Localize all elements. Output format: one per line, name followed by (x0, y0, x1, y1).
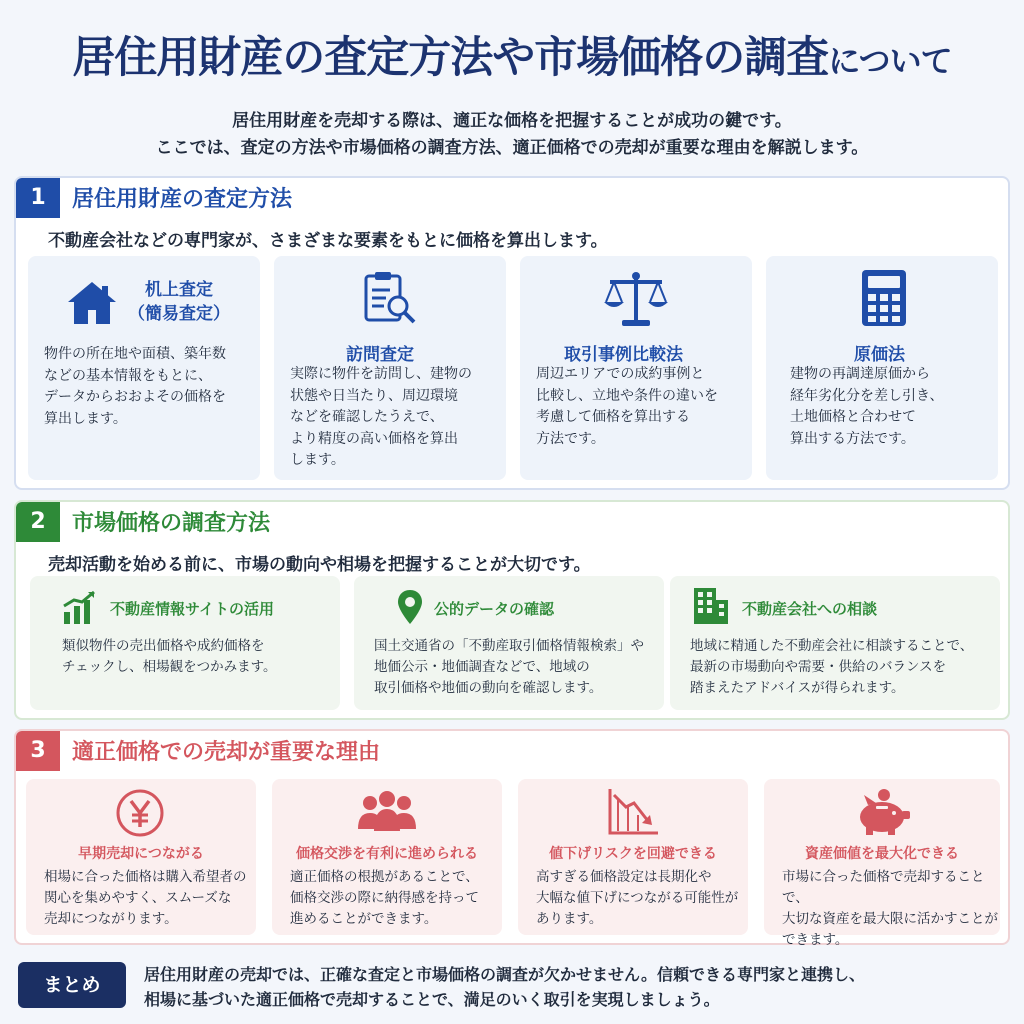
card-avoid-price-cut (518, 779, 748, 935)
card-text: 適正価格の根拠があることで、 価格交渉の際に納得感を持って 進めることができます。 (290, 869, 479, 927)
card-text: 周辺エリアでの成約事例と 比較し、立地や条件の違いを 考慮して価格を算出する 方法です。 (536, 366, 718, 447)
section-title: 居住用財産の査定方法 (72, 187, 293, 212)
clipboard-magnifier-icon (360, 268, 420, 328)
section-number: 2 (16, 502, 60, 542)
card-title: 早期売却につながる (78, 846, 204, 862)
card-maximize-asset (764, 779, 1000, 948)
card-text: 類似物件の売出価格や成約価格を チェックし、相場観をつかみます。 (62, 638, 277, 675)
summary-badge: まとめ (18, 962, 126, 1008)
card-title: 価格交渉を有利に進められる (296, 846, 478, 862)
page-title-main: 居住用財産の査定方法や市場価格の調査 (72, 33, 829, 83)
card-text: 物件の所在地や面積、築年数 などの基本情報をもとに、 データからおおよその価格を 算出します。 (44, 346, 226, 427)
page-title-suffix: について (828, 42, 952, 80)
section-title: 適正価格での売却が重要な理由 (72, 740, 381, 765)
card-text: 高すぎる価格設定は長期化や 大幅な値下げにつながる可能性が あります。 (536, 869, 739, 927)
section-market-research (14, 500, 1010, 720)
intro-line-1: 居住用財産を売却する際は、適正な価格を把握することが成功の鍵です。 (232, 111, 792, 131)
card-text: 地域に精通した不動産会社に相談することで、 最新の市場動向や需要・供給のバランスを 踏まえたアドバイスが得られます。 (690, 638, 974, 696)
section-number: 3 (16, 731, 60, 771)
card-text: 市場に合った価格で売却することで、 大切な資産を最大限に活かすことが できます。 (782, 869, 998, 948)
intro-line-2: ここでは、査定の方法や市場価格の調査方法、適正価格での売却が重要な理由を解説します。 (155, 138, 869, 158)
card-text: 建物の再調達原価から 経年劣化分を差し引き、 土地価格と合わせて 算出する方法です。 (790, 366, 944, 447)
card-text: 相場に合った価格は購入希望者の 関心を集めやすく、スムーズな 売却につながります。 (44, 869, 247, 927)
people-icon (356, 789, 418, 835)
card-real-estate-sites (30, 576, 340, 710)
piggy-bank-icon (854, 787, 912, 837)
section-appraisal-methods (14, 176, 1010, 490)
card-cost-method (766, 256, 998, 480)
declining-chart-icon (606, 787, 660, 837)
card-negotiation (272, 779, 502, 935)
scale-icon (600, 268, 672, 330)
section-fair-price-reasons (14, 729, 1010, 948)
card-title: 資産価値を最大化できる (805, 846, 959, 862)
card-text: 実際に物件を訪問し、建物の 状態や日当たり、周辺環境 などを確認したうえで、 より精度の高い価格を算出 します。 (290, 366, 472, 468)
card-consult-agency (670, 576, 1000, 710)
card-title: 不動産会社への相談 (742, 600, 878, 618)
page-title (0, 24, 1024, 85)
yen-coin-icon (114, 787, 166, 839)
section-subtitle: 売却活動を始める前に、市場の動向や相場を把握することが大切です。 (48, 555, 591, 575)
bar-chart-icon (60, 588, 100, 626)
card-public-data (354, 576, 664, 710)
card-title: 机上査定 （簡易査定） (128, 280, 230, 324)
card-title: 公的データの確認 (434, 600, 555, 618)
card-desk-appraisal (28, 256, 260, 480)
card-text: 国土交通省の「不動産取引価格情報検索」や 地価公示・地価調査などで、地域の 取引価格や地価の動向を確認します。 (374, 638, 644, 696)
house-icon (64, 278, 120, 326)
card-title: 原価法 (854, 345, 905, 365)
building-icon (690, 586, 730, 626)
card-title: 値下げリスクを回避できる (549, 846, 717, 862)
section-subtitle: 不動産会社などの専門家が、さまざまな要素をもとに価格を算出します。 (48, 231, 608, 251)
section-number: 1 (16, 178, 60, 218)
card-title: 訪問査定 (346, 345, 414, 365)
card-title: 不動産情報サイトの活用 (110, 600, 274, 618)
card-quick-sale (26, 779, 256, 935)
calculator-icon (860, 268, 908, 328)
summary-text: 居住用財産の売却では、正確な査定と市場価格の調査が欠かせません。信頼できる専門家と連携し、 相場に基づいた適正価格で売却することで、満足のいく取引を実現しましょう。 (144, 965, 865, 1009)
card-onsite-appraisal (274, 256, 506, 480)
map-pin-icon (396, 588, 424, 626)
section-title: 市場価格の調査方法 (72, 511, 271, 536)
card-title: 取引事例比較法 (564, 345, 683, 365)
card-comparison-method (520, 256, 752, 480)
